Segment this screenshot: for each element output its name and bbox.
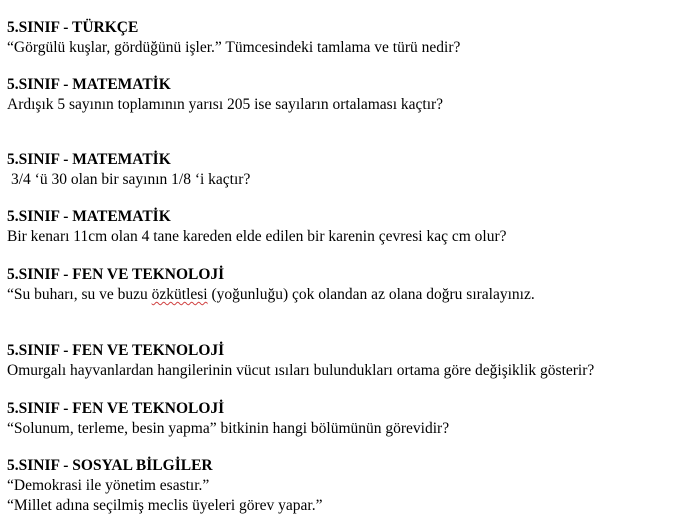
question-matematik-3 — [7, 207, 507, 247]
spellcheck-marked-word: özkütlesi — [151, 286, 208, 303]
question-fen-1 — [7, 265, 535, 305]
question-text: “Solunum, terleme, besin yapma” bitkinin hangi bölümünün görevidir? — [7, 420, 450, 437]
question-text: Bir kenarı 11cm olan 4 tane kareden elde edilen bir karenin çevresi kaç cm olur? — [7, 228, 507, 245]
question-text — [7, 285, 535, 305]
question-fen-3 — [7, 399, 449, 439]
question-fen-2 — [7, 341, 594, 381]
question-heading: 5.SINIF - MATEMATİK — [7, 76, 171, 93]
question-text-line-1: “Demokrasi ile yönetim esastır.” — [7, 477, 210, 494]
question-text: 3/4 ‘ü 30 olan bir sayının 1/8 ‘i kaçtır? — [11, 171, 251, 188]
question-text: Ardışık 5 sayının toplamının yarısı 205 ise sayıların ortalaması kaçtır? — [7, 96, 444, 113]
question-heading: 5.SINIF - SOSYAL BİLGİLER — [7, 457, 213, 474]
question-text: Omurgalı hayvanlardan hangilerinin vücut ısıları bulundukları ortama göre değişiklik gösterir? — [7, 362, 595, 379]
question-matematik-2 — [7, 150, 250, 190]
question-heading: 5.SINIF - MATEMATİK — [7, 151, 171, 168]
question-matematik-1 — [7, 75, 443, 115]
question-text-after: (yoğunluğu) çok olandan az olana doğru sıralayınız. — [207, 286, 535, 303]
question-text-line-2: “Millet adına seçilmiş meclis üyeleri görev yapar.” — [7, 497, 323, 514]
question-heading: 5.SINIF - FEN VE TEKNOLOJİ — [7, 266, 225, 283]
question-text: “Görgülü kuşlar, gördüğünü işler.” Tümcesindeki tamlama ve türü nedir? — [7, 39, 461, 56]
question-text-before: “Su buharı, su ve buzu — [7, 286, 152, 303]
question-sosyal — [7, 456, 323, 516]
question-heading: 5.SINIF - MATEMATİK — [7, 208, 171, 225]
question-turkce — [7, 18, 460, 58]
question-heading: 5.SINIF - FEN VE TEKNOLOJİ — [7, 342, 225, 359]
question-heading: 5.SINIF - FEN VE TEKNOLOJİ — [7, 400, 225, 417]
question-heading: 5.SINIF - TÜRKÇE — [7, 19, 139, 36]
